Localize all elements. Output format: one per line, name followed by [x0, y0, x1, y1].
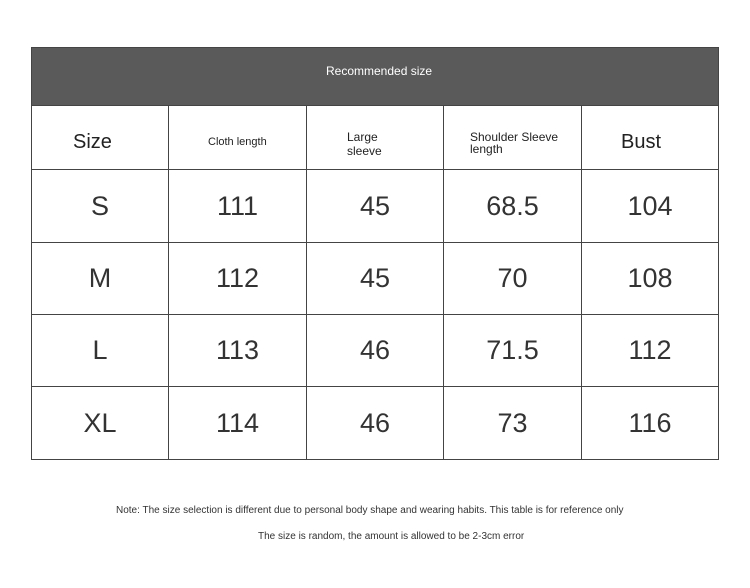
header-cell-shoulder-sleeve: [444, 106, 582, 169]
bust-value: 104: [627, 190, 673, 221]
header-bust-label: Bust: [621, 131, 662, 153]
size-cell: [32, 170, 169, 242]
large-sleeve-cell: [307, 243, 444, 314]
bust-value: 112: [628, 335, 672, 365]
size-cell: [32, 243, 169, 314]
reference-note: Note: The size selection is different due to personal body shape and wearing habits. This table is for reference only: [116, 505, 624, 516]
size-value: M: [88, 263, 112, 293]
cloth-length-cell: [169, 170, 307, 242]
cloth-length-cell: [169, 387, 307, 459]
header-cell-large-sleeve: [307, 106, 444, 169]
size-cell: [32, 387, 169, 459]
size-value: L: [92, 335, 108, 365]
cloth-length-value: 112: [215, 263, 260, 293]
table-title-bar: [32, 48, 718, 106]
shoulder-sleeve-cell: [444, 243, 582, 314]
large-sleeve-cell: [307, 170, 444, 242]
cloth-length-value: 111: [216, 190, 259, 221]
header-cell-cloth-length: [169, 106, 307, 169]
error-note: The size is random, the amount is allowed to be 2-3cm error: [258, 531, 525, 542]
shoulder-sleeve-cell: [444, 315, 582, 386]
header-row: [32, 106, 718, 170]
shoulder-sleeve-cell: [444, 170, 582, 242]
table-row: [32, 243, 718, 315]
bust-value: 116: [628, 407, 672, 438]
size-value: S: [90, 190, 109, 221]
bust-cell: [582, 243, 718, 314]
header-shoulder-sleeve-label: Shoulder Sleeve length: [470, 130, 559, 156]
large-sleeve-value: 46: [359, 407, 391, 438]
cloth-length-cell: [169, 243, 307, 314]
header-size-label: Size: [73, 131, 112, 153]
size-cell: [32, 315, 169, 386]
table-title: Recommended size: [326, 64, 433, 78]
shoulder-sleeve-value: 68.5: [486, 190, 539, 221]
large-sleeve-value: 45: [359, 263, 391, 293]
bust-cell: [582, 315, 718, 386]
large-sleeve-cell: [307, 315, 444, 386]
shoulder-sleeve-value: 71.5: [486, 335, 539, 365]
shoulder-sleeve-value: 70: [497, 263, 528, 293]
table-row: [32, 387, 718, 459]
table-row: [32, 315, 718, 387]
large-sleeve-cell: [307, 387, 444, 459]
cloth-length-value: 113: [215, 335, 260, 365]
table-row: [32, 170, 718, 243]
header-cell-size: [32, 106, 169, 169]
size-value: XL: [83, 407, 117, 438]
shoulder-sleeve-cell: [444, 387, 582, 459]
large-sleeve-value: 46: [359, 335, 391, 365]
bust-value: 108: [627, 263, 673, 293]
bust-cell: [582, 170, 718, 242]
cloth-length-cell: [169, 315, 307, 386]
size-chart-table: [31, 47, 719, 460]
large-sleeve-value: 45: [359, 190, 391, 221]
header-cell-bust: [582, 106, 718, 169]
header-large-sleeve-label: Large sleeve: [347, 130, 382, 158]
bust-cell: [582, 387, 718, 459]
shoulder-sleeve-value: 73: [497, 407, 528, 438]
header-cloth-length-label: Cloth length: [208, 136, 267, 148]
cloth-length-value: 114: [215, 407, 260, 438]
